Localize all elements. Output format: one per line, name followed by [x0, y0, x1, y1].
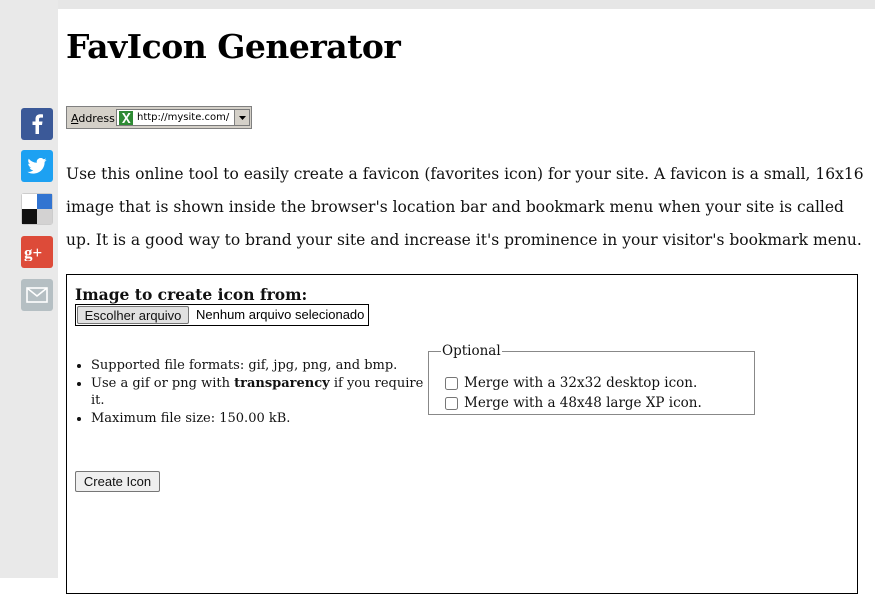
- email-share-button[interactable]: [21, 279, 53, 311]
- merge-32-option[interactable]: Merge with a 32x32 desktop icon.: [445, 375, 697, 391]
- delicious-share-button[interactable]: [21, 193, 53, 225]
- optional-legend: Optional: [442, 343, 501, 359]
- google-plus-icon: [24, 243, 50, 261]
- list-item: • Supported file formats: gif, jpg, png, and bmp.: [91, 357, 431, 374]
- address-bar-preview: [66, 106, 252, 129]
- create-icon-button[interactable]: Create Icon: [75, 471, 160, 492]
- google-plus-share-button[interactable]: [21, 236, 53, 268]
- facebook-share-button[interactable]: [21, 108, 53, 140]
- merge-48-checkbox[interactable]: [445, 397, 458, 410]
- merge-48-option[interactable]: Merge with a 48x48 large XP icon.: [445, 395, 702, 411]
- page-title: FavIcon Generator: [66, 27, 401, 66]
- notes-list: [75, 357, 431, 428]
- excel-favicon-icon: [119, 111, 133, 125]
- email-icon: [26, 287, 48, 303]
- merge-32-checkbox[interactable]: [445, 377, 458, 390]
- address-dropdown-button: [234, 110, 249, 125]
- svg-text:g+: g+: [24, 243, 43, 261]
- list-item: • Maximum file size: 150.00 kB.: [91, 410, 431, 427]
- list-item: • Use a gif or png with transparency if you require it.: [91, 375, 431, 409]
- favicon-form: [66, 274, 858, 594]
- top-strip: [0, 0, 875, 9]
- optional-fieldset: [428, 343, 755, 415]
- address-url-box: [116, 109, 250, 126]
- delicious-icon: [22, 194, 52, 224]
- address-url: http://mysite.com/: [137, 112, 230, 123]
- address-label: Address: [71, 112, 115, 125]
- file-input[interactable]: [75, 304, 369, 326]
- twitter-icon: [27, 158, 47, 174]
- intro-paragraph: Use this online tool to easily create a favicon (favorites icon) for your site. A favicon is a small, 16x16 image that is shown inside the browser's location bar and bookmark menu when your site is called up. It is a good way to brand your site and increase it's prominence in your visitor's bookmark menu.: [66, 165, 864, 249]
- facebook-icon: [30, 114, 44, 134]
- choose-file-button[interactable]: Escolher arquivo: [77, 306, 189, 324]
- file-status: Nenhum arquivo selecionado: [196, 307, 365, 322]
- twitter-share-button[interactable]: [21, 150, 53, 182]
- image-label: Image to create icon from:: [75, 285, 308, 304]
- caret-down-icon: [239, 116, 246, 120]
